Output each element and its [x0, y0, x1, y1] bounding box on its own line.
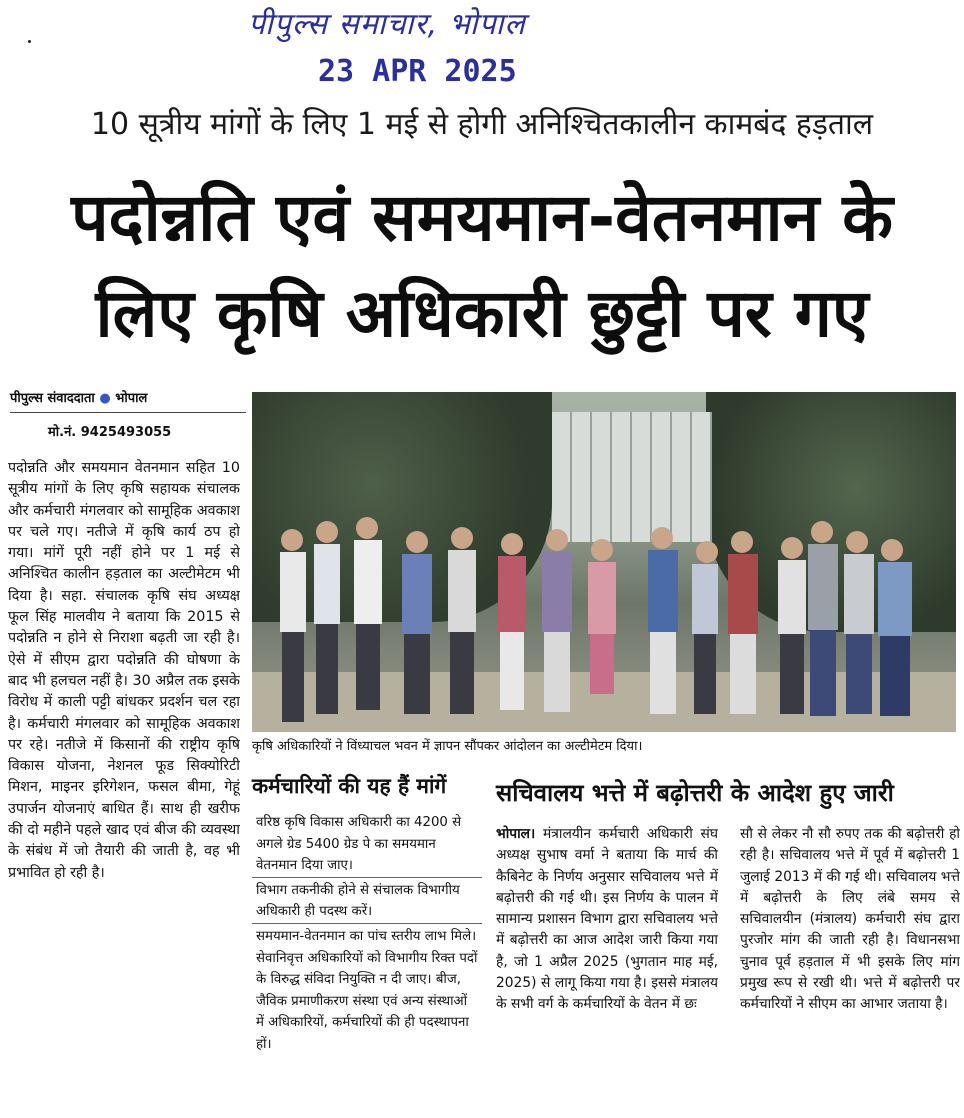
photo-caption: कृषि अधिकारियों ने विंध्याचल भवन में ज्ञापन सौंपकर आंदोलन का अल्टीमेटम दिया। — [252, 739, 643, 754]
reporter-mobile: मो.नं. 9425493055 — [48, 425, 172, 440]
speck — [28, 40, 31, 43]
side-article-title: सचिवालय भत्ते में बढ़ोत्तरी के आदेश हुए जारी — [496, 779, 894, 807]
article-body: पदोन्नति और समयमान वेतनमान सहित 10 सूत्रीय मांगों के लिए कृषि सहायक संचालक और कर्मचारी मंगलवार को सामूहिक अवकाश पर चले गए। नतीजे में कृषि कार्य ठप हो गया। मांगें पूरी नहीं होने पर 1 मई से अनिश्चित कालीन हड़ताल का अल्टीमेटम भी दिया है। सहा. संचालक कृषि संघ अध्यक्ष फूल सिंह मालवीय ने बताया कि 2015 से पदोन्नति न होने से निराशा बढ़ती जा रही है। ऐसे में सीएम द्वारा पदोन्नति की घोषणा के बाद भी हलचल नहीं है। 30 अप्रैल तक इसके विरोध में काली पट्टी बांधकर प्रदर्शन चल रहा है। कर्मचारी मंगलवार को सामूहिक अवकाश पर रहे। नतीजे में किसानों की राष्ट्रीय कृषि विकास योजना, नेशनल फूड सिक्योरिटी मिशन, माइनर इरिगेशन, फसल बीमा, गेहूं उपार्जन योजनाएं बाधित हैं। साथ ही खरीफ की दो महीने पहले खाद एवं बीज की व्यवस्था के संबंध में जो तैयारी की जाती है, वह भी प्रभावित हो रही है। — [8, 460, 240, 881]
article-headline — [0, 170, 964, 362]
article-kicker: 10 सूत्रीय मांगों के लिए 1 मई से होगी अनिश्चितकालीन कामबंद हड़ताल — [90, 107, 874, 142]
demands-box — [252, 812, 482, 1114]
headline-line-2: लिए कृषि अधिकारी छुट्टी पर गए — [95, 275, 869, 352]
headline-line-1: पदोन्नति एवं समयमान-वेतनमान के — [71, 179, 893, 256]
side-article-dateline: भोपाल। — [496, 826, 536, 842]
demand-item: वरिष्ठ कृषि विकास अधिकारी का 4200 से अगले ग्रेड 5400 ग्रेड पे का समयमान वेतनमान दिया जाए। — [252, 812, 482, 878]
byline — [10, 388, 246, 413]
demand-item: समयमान-वेतनमान का पांच स्तरीय लाभ मिले। सेवानिवृत्त अधिकारियों को विभागीय रिक्त पदों के विरुद्ध संविदा नियुक्ति न दी जाए। बीज, जैविक प्रमाणीकरण संस्था एवं अन्य संस्थाओं में अधिकारियों, कर्मचारियों की ही पदस्थापना हों। — [256, 928, 478, 1052]
photo-people-group — [252, 392, 956, 732]
side-article-col2: सौ से लेकर नौ सौ रुपए तक की बढ़ोत्तरी हो रही है। सचिवालय भत्ते में पूर्व में बढ़ोत्तरी 1 जुलाई 2013 में की गई थी। सचिवालय भत्ते में बढ़ोत्तरी के लिए लंबे समय से सचिवालयीन (मंत्रालय) कर्मचारी संघ द्वारा पुरजोर मांग की जाती रही है। विधानसभा चुनाव पूर्व हड़ताल में भी इसके लिए मांग प्रमुख रूप से रखी थी। भत्ते में बढ़ोत्तरी पर कर्मचारियों ने सीएम का आभार जताया है। — [740, 826, 960, 1013]
byline-city: भोपाल — [115, 391, 148, 406]
date-stamp: 23 APR 2025 — [318, 54, 517, 89]
byline-bullet: ● — [99, 391, 111, 406]
side-article-col1 — [496, 824, 718, 1114]
demand-item: विभाग तकनीकी होने से संचालक विभागीय अधिकारी ही पदस्थ करें। — [252, 880, 482, 924]
demands-box-title: कर्मचारियों की यह हैं मांगें — [252, 774, 447, 798]
byline-reporter: पीपुल्स संवाददाता — [10, 391, 95, 406]
side-article-text-1: मंत्रालयीन कर्मचारी अधिकारी संघ अध्यक्ष सुभाष वर्मा ने बताया कि मार्च की कैबिनेट के निर्णय अनुसार सचिवालय भत्ते में बढ़ोत्तरी की गई थी। इस निर्णय के पालन में सामान्य प्रशासन विभाग द्वारा सचिवालय भत्ते में बढ़ोत्तरी का आज आदेश जारी किया गया है, जो 1 अप्रैल 2025 (भुगतान माह मई, 2025) से लागू किया गया है। इससे मंत्रालय के सभी वर्ग के कर्मचारियों के वेतन में छः — [496, 826, 718, 1013]
group-photo — [252, 392, 956, 732]
publication-stamp: पीपुल्स समाचार, भोपाल — [248, 7, 526, 42]
